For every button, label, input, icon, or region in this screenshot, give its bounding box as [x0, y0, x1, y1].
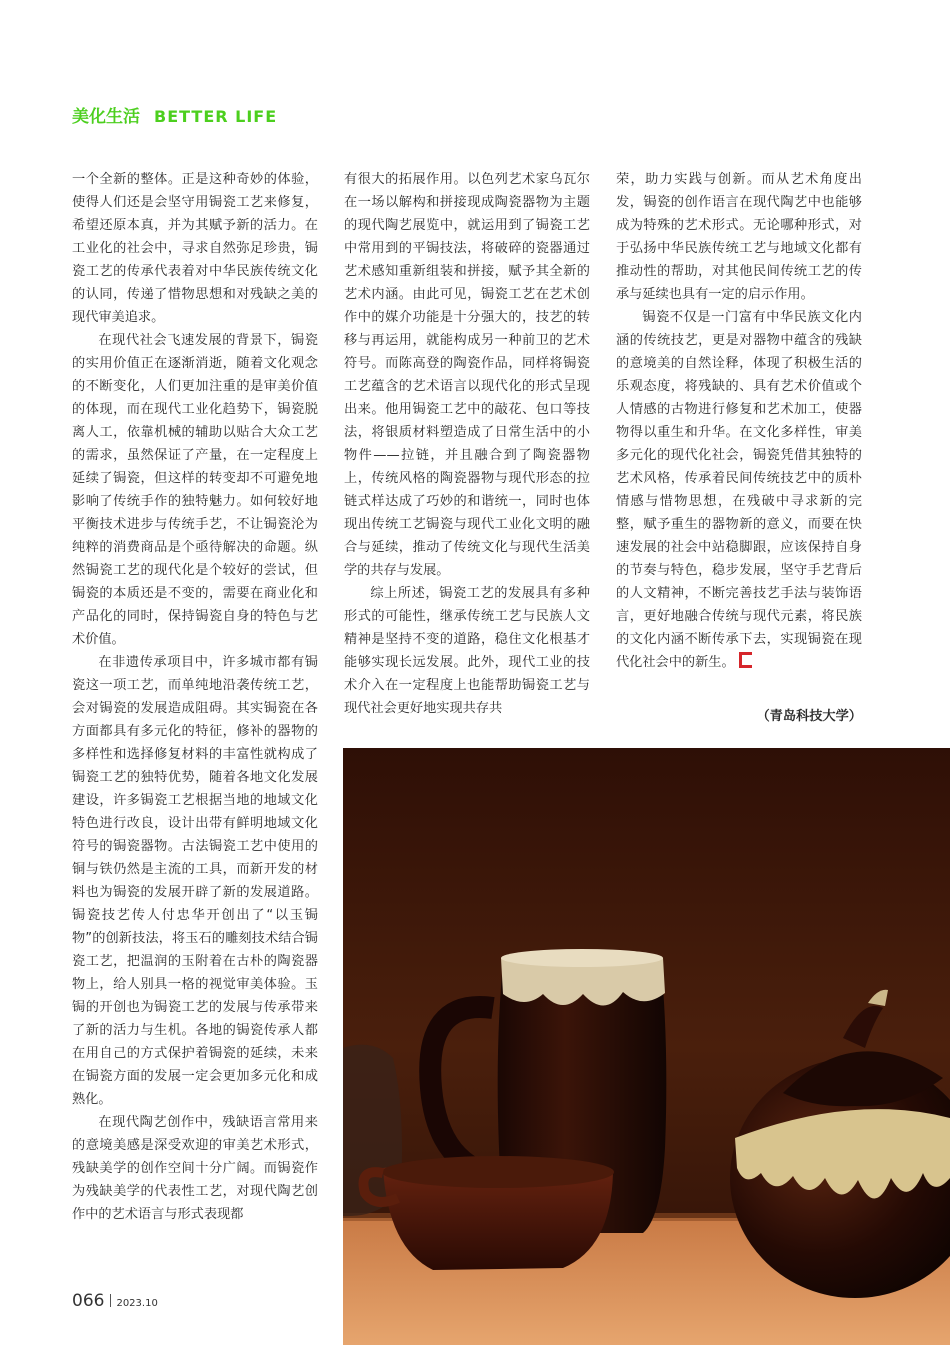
ceramics-photo — [343, 748, 950, 1345]
issue-date: 2023.10 — [116, 1298, 158, 1309]
page-number: 066 — [72, 1291, 105, 1311]
text-column-2 — [344, 168, 590, 720]
section-header — [72, 102, 277, 127]
paragraph: 综上所述，锔瓷工艺的发展具有多种形式的可能性，继承传统工艺与民族人文精神是坚持不变的道路，稳住文化根基才能够实现长远发展。此外，现代工业的技术介入在一定程度上也能帮助锔瓷工艺与现代社会更好地实现共存共 — [344, 586, 590, 716]
paragraph: 有很大的拓展作用。以色列艺术家乌瓦尔在一场以解构和拼接现成陶瓷器物为主题的现代陶艺展览中，就运用到了锔瓷工艺中常用到的平锔技法，将破碎的瓷器通过艺术感知重新组装和拼接，赋予其全新的艺术内涵。由此可见，锔瓷工艺在艺术创作中的媒介功能是十分强大的，技艺的转移与再运用，就能构成另一种前卫的艺术符号。而陈高登的陶瓷作品，同样将锔瓷工艺蕴含的艺术语言以现代化的形式呈现出来。他用锔瓷工艺中的敲花、包口等技法，将银质材料塑造成了日常生活中的小物件——拉链，并且融合到了陶瓷器物上，传统风格的陶瓷器物与现代形态的拉链式样达成了巧妙的和谐统一，同时也体现出传统工艺锔瓷与现代工业化文明的融合与延续，推动了传统文化与现代生活美学的共存与发展。 — [344, 172, 590, 578]
paragraph-text: 锔瓷不仅是一门富有中华民族文化内涵的传统技艺，更是对器物中蕴含的残缺的意境美的自然诠释，体现了积极生活的乐观态度，将残缺的、具有艺术价值或个人情感的古物进行修复和艺术加工，使器物得以重生和升华。在文化多样性，审美多元化的现代化社会，锔瓷凭借其独特的艺术风格，传承着民间传统技艺中的质朴情感与惜物思想，在残破中寻求新的完整，赋予重生的器物新的意义，而要在快速发展的社会中站稳脚跟，应该保持自身的节奏与特色，稳步发展，坚守手艺背后的人文精神，不断完善技艺手法与装饰语言，更好地融合传统与现代元素，将民族的文化内涵不断传承下去，实现锔瓷在现代化社会中的新生。 — [616, 310, 862, 670]
text-column-3 — [616, 168, 862, 674]
section-title-en: BETTER LIFE — [154, 107, 278, 126]
section-title-zh: 美化生活 — [72, 107, 140, 127]
ceramics-illustration — [343, 748, 950, 1345]
paragraph: 一个全新的整体。正是这种奇妙的体验，使得人们还是会坚守用锔瓷工艺来修复，希望还原本真，并为其赋予新的活力。在工业化的社会中，寻求自然弥足珍贵，锔瓷工艺的传承代表着对中华民族传统文化的认同，传递了惜物思想和对残缺之美的现代审美追求。 — [72, 172, 318, 325]
paragraph: 在现代社会飞速发展的背景下，锔瓷的实用价值正在逐渐消逝，随着文化观念的不断变化，人们更加注重的是审美价值的体现，而在现代工业化趋势下，锔瓷脱离人工，依靠机械的辅助以贴合大众工艺的需求，虽然保证了产量，在一定程度上延续了锔瓷，但这样的转变却不可避免地影响了传统手作的独特魅力。如何较好地平衡技术进步与传统手艺，不让锔瓷沦为纯粹的消费商品是个亟待解决的命题。纵然锔瓷工艺的现代化是个较好的尝试，但锔瓷的本质还是不变的，需要在商业化和产品化的同时，保持锔瓷自身的特色与艺术价值。 — [72, 333, 318, 647]
article-end-icon — [739, 652, 752, 668]
paragraph: 在现代陶艺创作中，残缺语言常用来的意境美感是深受欢迎的审美艺术形式，残缺美学的创作空间十分广阔。而锔瓷作为残缺美学的代表性工艺，对现代陶艺创作中的艺术语言与形式表现都 — [72, 1115, 318, 1222]
text-column-1 — [72, 168, 318, 1226]
author-affiliation: （青岛科技大学） — [756, 709, 862, 724]
page-folio — [72, 1291, 158, 1311]
paragraph: 荣，助力实践与创新。而从艺术角度出发，锔瓷的创作语言在现代陶艺中也能够成为特殊的艺术形式。无论哪种形式，对于弘扬中华民族传统工艺与地域文化都有推动性的帮助，对其他民间传统工艺的传承与延续也具有一定的启示作用。 — [616, 172, 862, 302]
folio-divider — [110, 1294, 111, 1307]
paragraph: 在非遗传承项目中，许多城市都有锔瓷这一项工艺，而单纯地沿袭传统工艺，会对锔瓷的发展造成阻碍。其实锔瓷在各方面都具有多元化的特征，修补的器物的多样性和选择修复材料的丰富性就构成了锔瓷工艺的独特优势，随着各地文化发展建设，许多锔瓷工艺根据当地的地域文化特色进行改良，设计出带有鲜明地域文化符号的锔瓷器物。古法锔瓷工艺中使用的铜与铁仍然是主流的工具，而新开发的材料也为锔瓷的发展开辟了新的发展道路。锔瓷技艺传人付忠华开创出了“以玉锔物”的创新技法，将玉石的雕刻技术结合锔瓷工艺，把温润的玉附着在古朴的陶瓷器物上，给人别具一格的视觉审美体验。玉锔的开创也为锔瓷工艺的发展与传承带来了新的活力与生机。各地的锔瓷传承人都在用自己的方式保护着锔瓷的延续，未来在锔瓷方面的发展一定会更加多元化和成熟化。 — [72, 655, 318, 1107]
paragraph-last — [616, 306, 862, 674]
